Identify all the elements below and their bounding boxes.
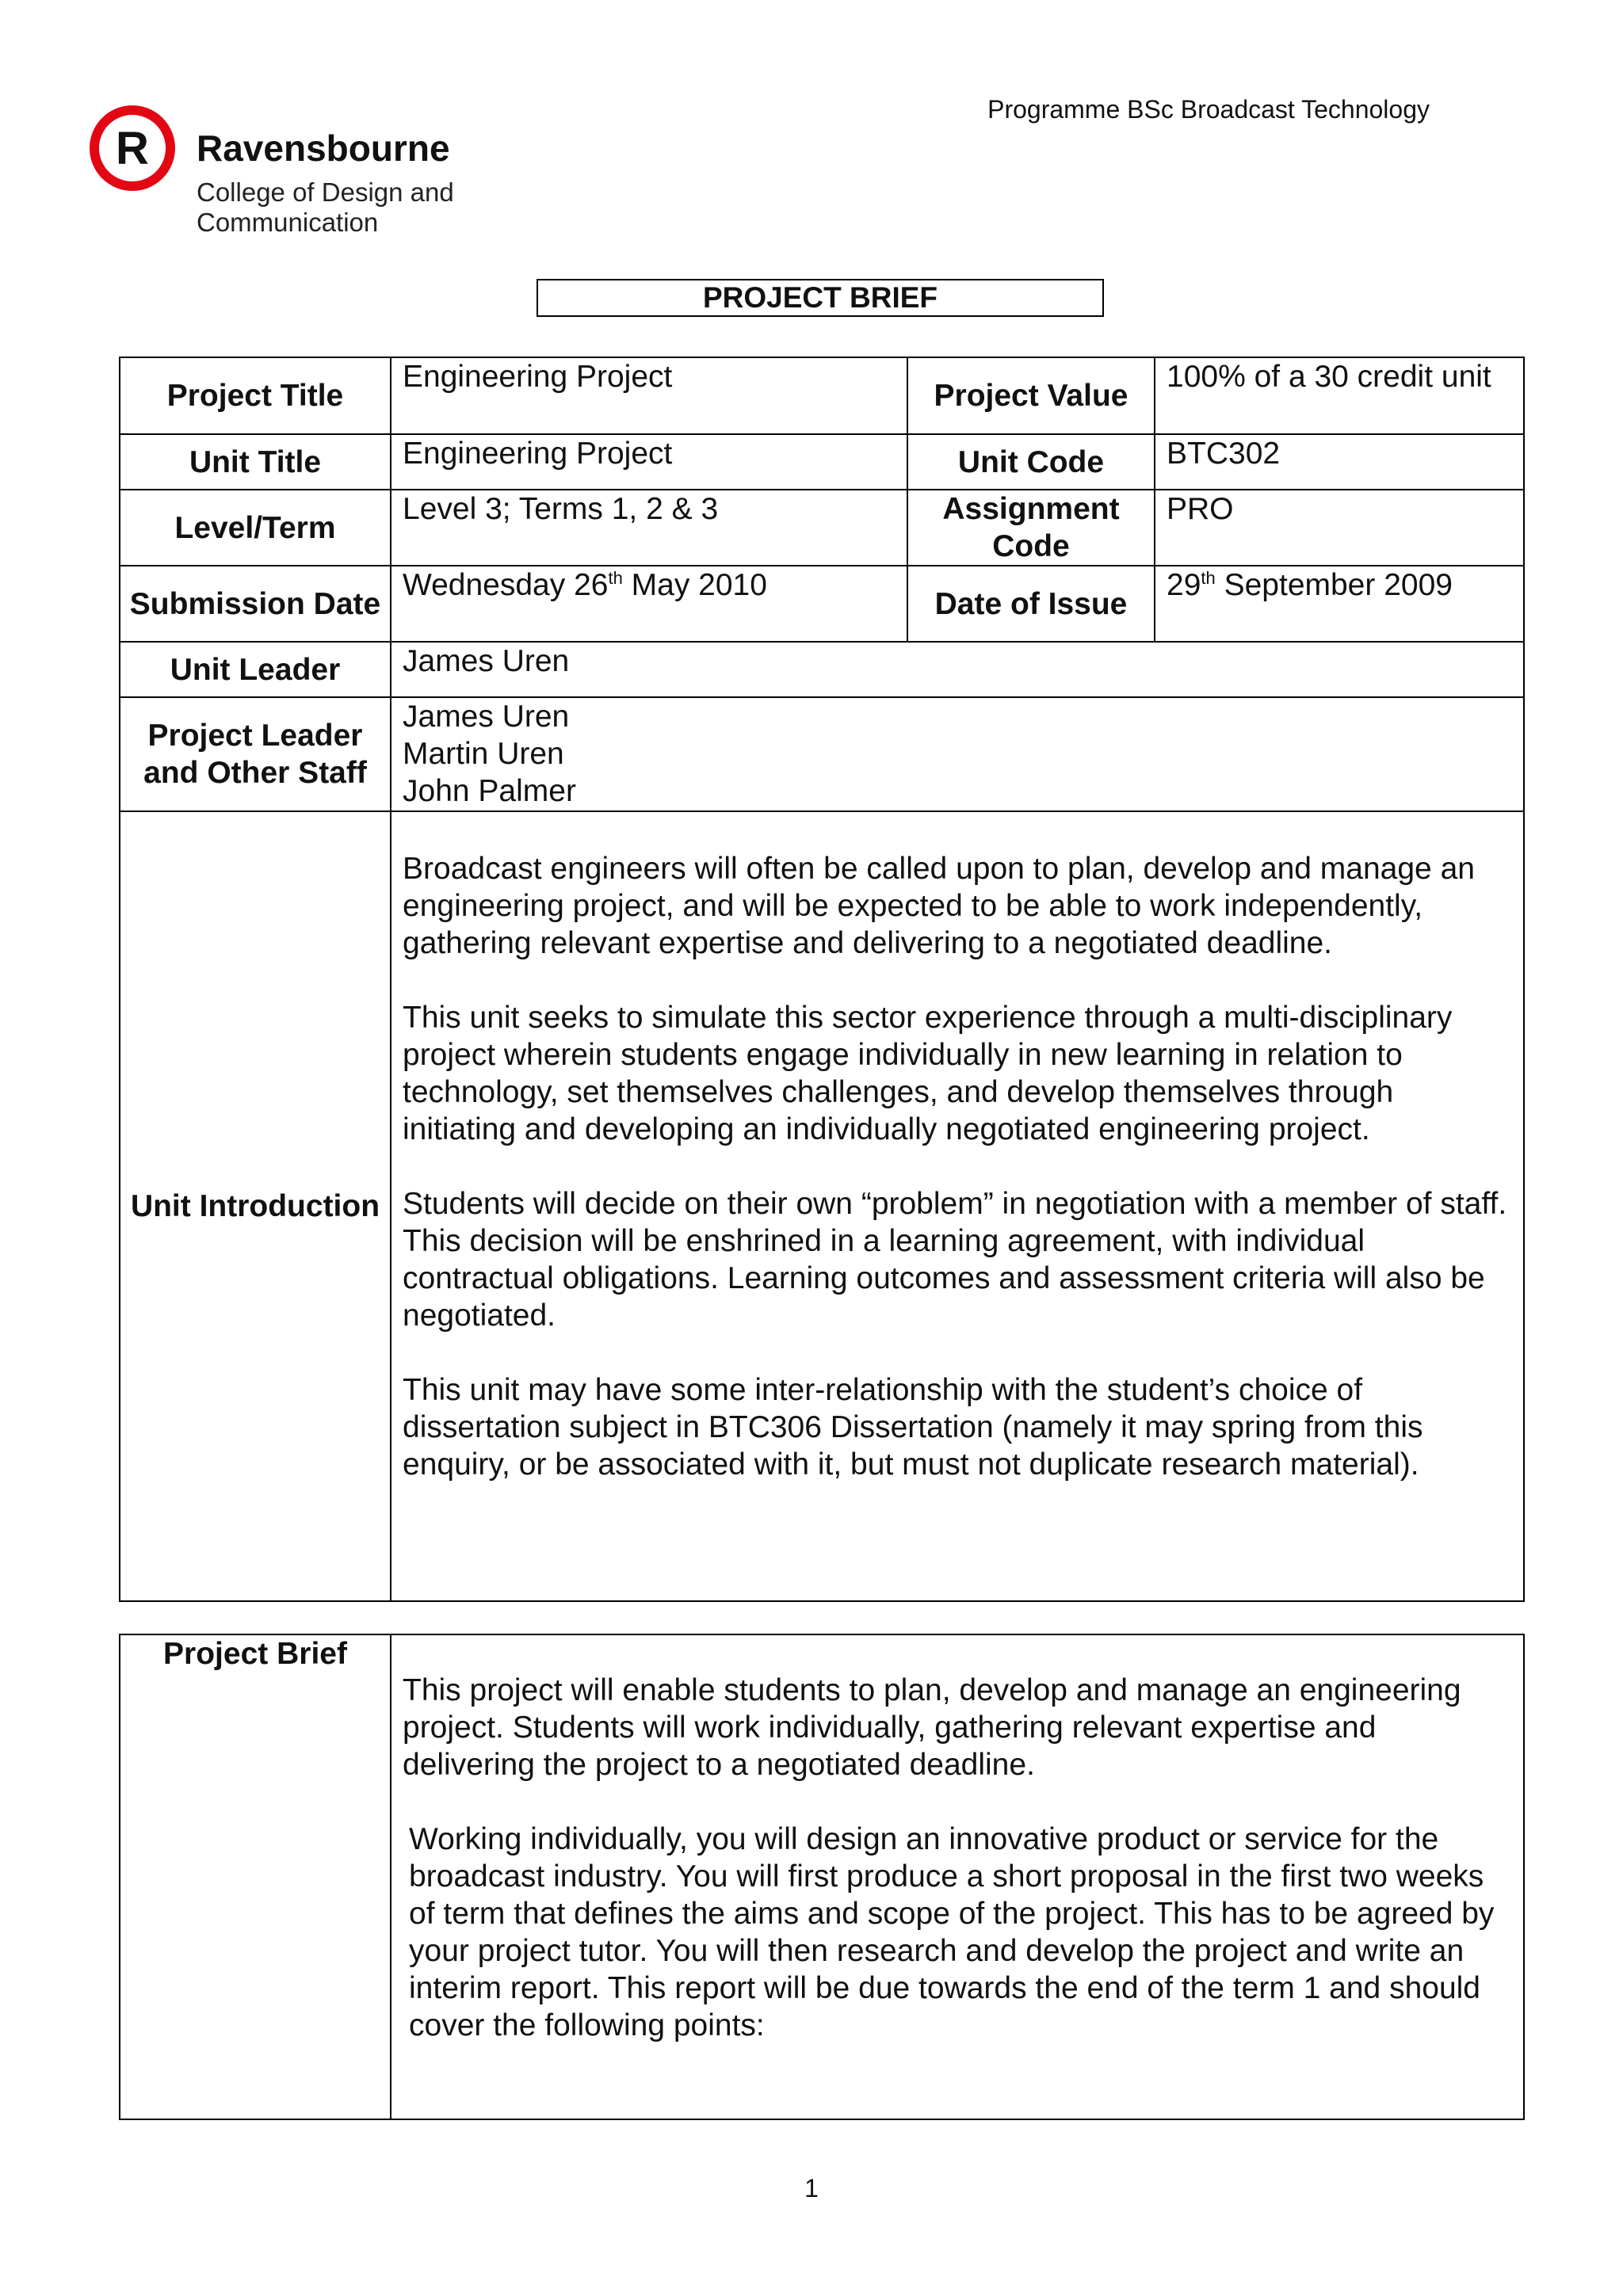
- level-term-value: Level 3; Terms 1, 2 & 3: [391, 490, 907, 566]
- ravensbourne-logo: [89, 105, 596, 237]
- logo-subtitle: College of Design and Communication: [197, 177, 454, 237]
- submission-date-label: Submission Date: [120, 566, 391, 642]
- level-term-label: Level/Term: [120, 490, 391, 566]
- project-brief-label: Project Brief: [120, 1634, 391, 2119]
- row-unit-title: [120, 434, 1524, 490]
- project-leader-staff-label: Project Leader and Other Staff: [120, 697, 391, 811]
- staff-member: Martin Uren: [403, 737, 564, 771]
- row-staff: [120, 697, 1524, 811]
- project-value-label: Project Value: [907, 357, 1155, 434]
- unit-title-label: Unit Title: [120, 434, 391, 490]
- project-value-value: 100% of a 30 credit unit: [1155, 357, 1524, 434]
- row-unit-introduction: [120, 811, 1524, 1601]
- row-level-term: [120, 490, 1524, 566]
- row-submission: [120, 566, 1524, 642]
- project-info-table: [119, 357, 1525, 1602]
- unit-introduction-text: [391, 811, 1524, 1601]
- unit-leader-label: Unit Leader: [120, 642, 391, 697]
- brief-paragraph: Working individually, you will design an innovative product or service for the broadcast industry. You will first produce a short proposal in the first two weeks of term that defines the aims and scope of the project. This has to be agreed by your project tutor. You will then research and develop the project and write an interim report. This report will be due towards the end of the term 1 and should cover the following points:: [409, 1822, 1495, 2042]
- project-brief-heading: PROJECT BRIEF: [537, 279, 1104, 317]
- project-title-label: Project Title: [120, 357, 391, 434]
- programme-header: Programme BSc Broadcast Technology: [987, 95, 1430, 124]
- unit-code-label: Unit Code: [907, 434, 1155, 490]
- project-brief-table: [119, 1634, 1525, 2120]
- row-project-title: [120, 357, 1524, 434]
- project-brief-text: [391, 1634, 1524, 2119]
- intro-paragraph: Broadcast engineers will often be called upon to plan, develop and manage an engineering project, and will be expected to be able to work independently, gathering relevant expertise and delivering to a negotiated deadline.: [403, 852, 1475, 960]
- ravensbourne-r-icon: [89, 105, 176, 192]
- brief-paragraph: This project will enable students to plan, develop and manage an engineering project. Students will work individually, gathering relevant expertise and delivering the project to a negotiated deadline.: [403, 1673, 1461, 1782]
- intro-paragraph: This unit may have some inter-relationship with the student’s choice of dissertation subject in BTC306 Dissertation (namely it may spring from this enquiry, or be associated with it, but must not duplicate research material).: [403, 1373, 1423, 1482]
- unit-introduction-label: Unit Introduction: [120, 811, 391, 1601]
- logo-letter: R: [116, 123, 149, 174]
- assignment-code-value: PRO: [1155, 490, 1524, 566]
- project-title-value: Engineering Project: [391, 357, 907, 434]
- row-project-brief: [120, 1634, 1524, 2119]
- logo-name: Ravensbourne: [197, 128, 450, 169]
- row-unit-leader: [120, 642, 1524, 697]
- date-of-issue-value: 29th September 2009: [1155, 566, 1524, 642]
- intro-paragraph: This unit seeks to simulate this sector experience through a multi-disciplinary project wherein students engage individually in new learning in relation to technology, set themselves challenges, and develop themselves through initiating and developing an individually negotiated engineering project.: [403, 1001, 1453, 1146]
- unit-leader-value: James Uren: [391, 642, 1524, 697]
- unit-code-value: BTC302: [1155, 434, 1524, 490]
- page-number: 1: [804, 2174, 819, 2203]
- date-of-issue-label: Date of Issue: [907, 566, 1155, 642]
- submission-date-value: Wednesday 26th May 2010: [391, 566, 907, 642]
- intro-paragraph: Students will decide on their own “problem” in negotiation with a member of staff. This decision will be enshrined in a learning agreement, with individual contractual obligations. Learning outcomes and assessment criteria will also be negotiated.: [403, 1187, 1507, 1333]
- unit-title-value: Engineering Project: [391, 434, 907, 490]
- staff-member: John Palmer: [403, 774, 576, 808]
- staff-member: James Uren: [403, 700, 570, 734]
- assignment-code-label: Assignment Code: [907, 490, 1155, 566]
- staff-list: [391, 697, 1524, 811]
